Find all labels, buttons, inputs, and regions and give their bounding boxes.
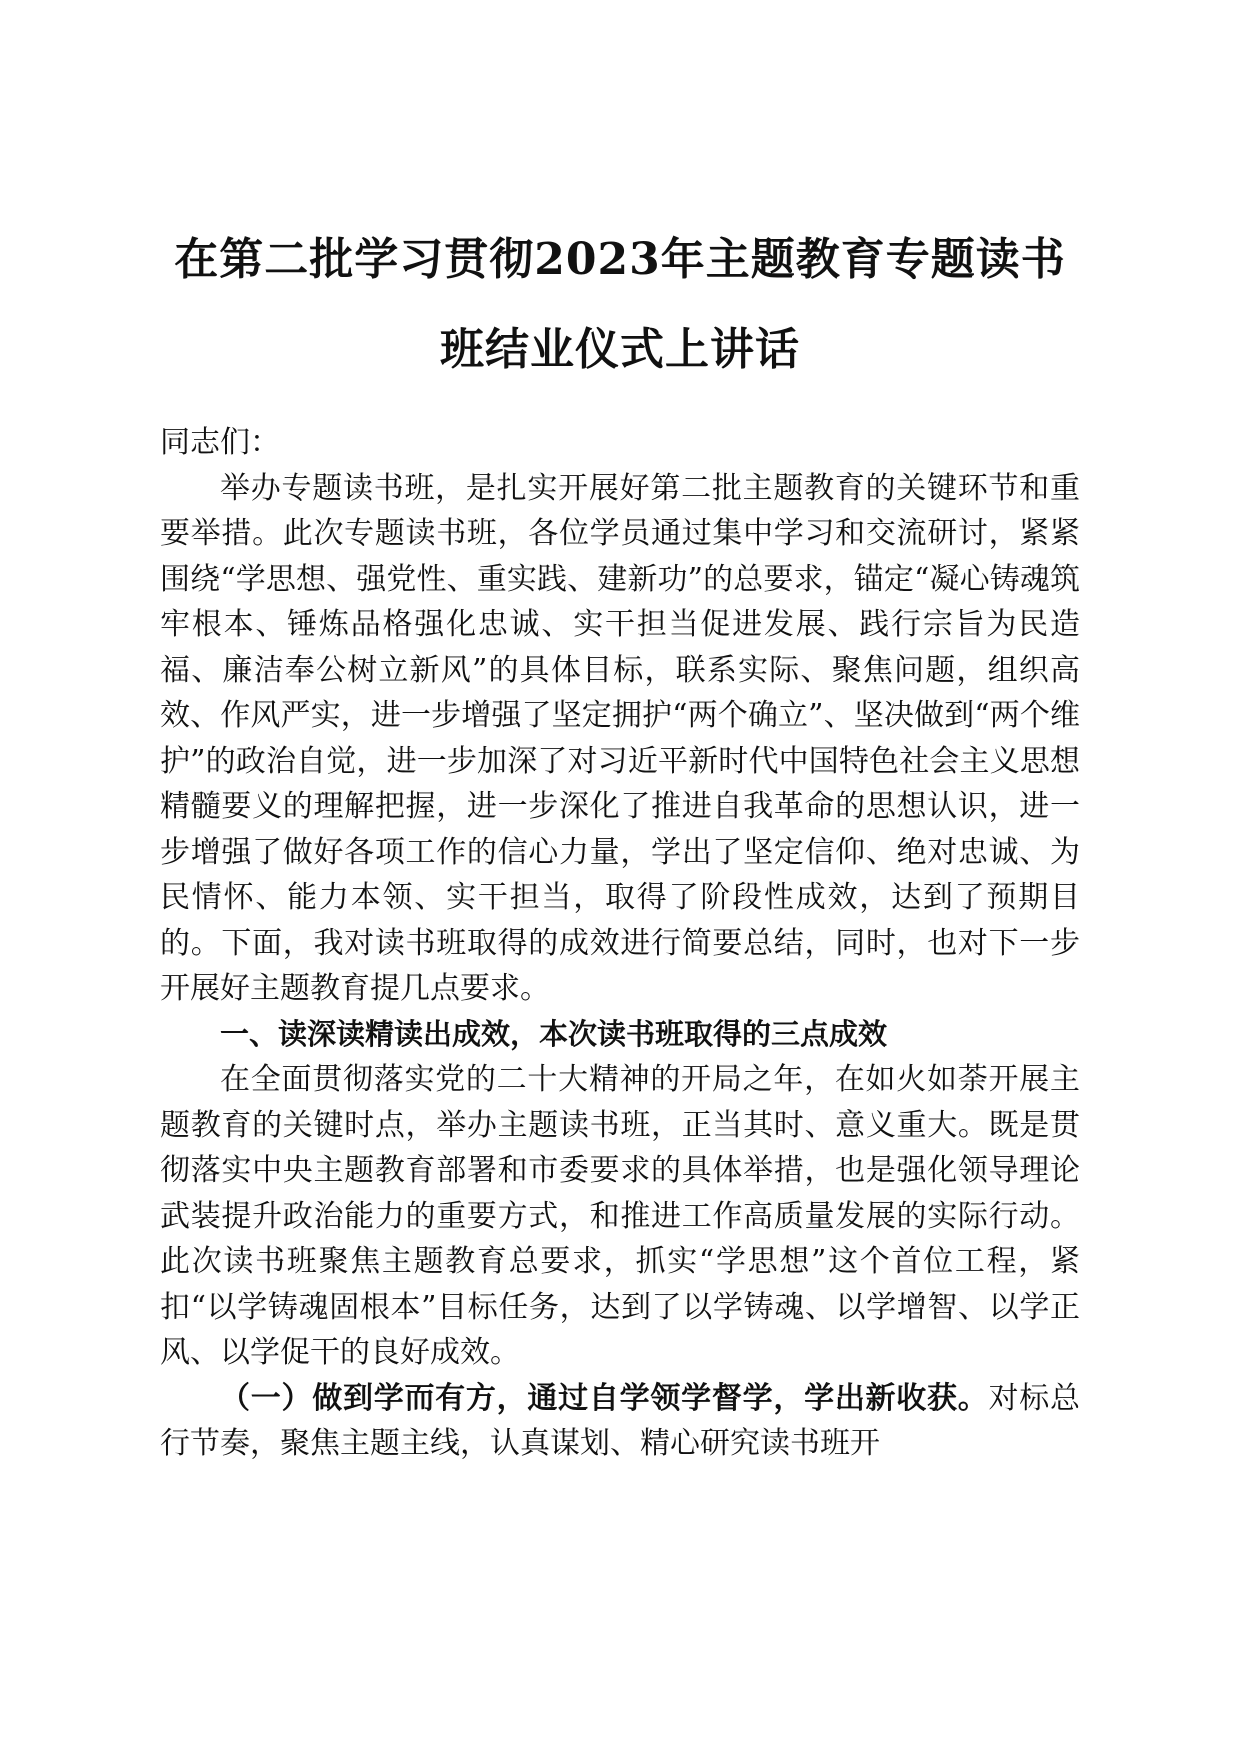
document-body xyxy=(160,420,1080,1467)
subsection-heading-1: （一）做到学而有方，通过自学领学督学，学出新收获。 xyxy=(220,1380,989,1416)
section-heading-1: 一、读深读精读出成效，本次读书班取得的三点成效 xyxy=(220,1016,888,1051)
paragraph-section-1: 在全面贯彻落实党的二十大精神的开局之年，在如火如荼开展主题教育的关键时点，举办主题读书班，正当其时、意义重大。既是贯彻落实中央主题教育部署和市委要求的具体举措，也是强化领导理论武装提升政治能力的重要方式，和推进工作高质量发展的实际行动。此次读书班聚焦主题教育总要求，抓实“学思想”这个首位工程，紧扣“以学铸魂固根本”目标任务，达到了以学铸魂、以学增智、以学正风、以学促干的良好成效。 xyxy=(160,1062,1080,1370)
paragraph-intro: 举办专题读书班，是扎实开展好第二批主题教育的关键环节和重要举措。此次专题读书班，各位学员通过集中学习和交流研讨，紧紧围绕“学思想、强党性、重实践、建新功”的总要求，锚定“凝心铸魂筑牢根本、锤炼品格强化忠诚、实干担当促进发展、践行宗旨为民造福、廉洁奉公树立新风”的具体目标，联系实际、聚焦问题，组织高效、作风严实，进一步增强了坚定拥护“两个确立”、坚决做到“两个维护”的政治自觉，进一步加深了对习近平新时代中国特色社会主义思想精髓要义的理解把握，进一步深化了推进自我革命的思想认识，进一步增强了做好各项工作的信心力量，学出了坚定信仰、绝对忠诚、为民情怀、能力本领、实干担当，取得了阶段性成效，达到了预期目的。下面，我对读书班取得的成效进行简要总结，同时，也对下一步开展好主题教育提几点要求。 xyxy=(160,470,1080,1006)
paragraph-subsection-1 xyxy=(160,1376,1080,1467)
title-line-1: 在第二批学习贯彻2023年主题教育专题读书 xyxy=(174,234,1066,285)
document-title xyxy=(140,215,1100,395)
subsection-1-text: 对标总行节奏，聚焦主题主线，认真谋划、精心研究读书班开 xyxy=(160,1380,1081,1461)
salutation: 同志们： xyxy=(160,425,280,460)
title-line-2: 班结业仪式上讲话 xyxy=(440,324,800,375)
